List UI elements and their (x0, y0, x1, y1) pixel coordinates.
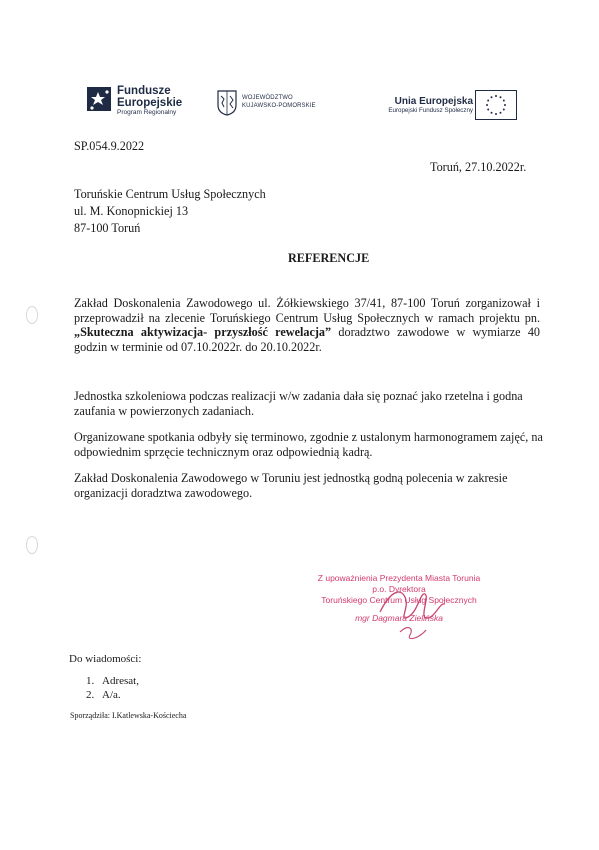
logo-eu-subtitle: Europejski Fundusz Społeczny (388, 107, 473, 114)
logo-fe-subtitle: Program Regionalny (117, 109, 177, 116)
list-item (86, 688, 139, 702)
paragraph-4: Zakład Doskonalenia Zawodowego w Toruniu jest jednostką godną polecenia w zakresie organizacji doradztwa zawodowego. (74, 471, 508, 500)
document-title: REFERENCJE (288, 251, 370, 265)
paragraph-1-text-a: Zakład Doskonalenia Zawodowego ul. Żółkiewskiego 37/41, 87-100 Toruń zorganizował i przeprowadził na zlecenie Toruńskiego Centrum Usług Społecznych w ramach projektu pn. (74, 296, 540, 325)
punch-hole-top (26, 306, 38, 324)
logo-woj-line1: WOJEWÓDZTWO (242, 95, 293, 101)
cc-item-1-text: Adresat, (102, 675, 139, 687)
handwritten-signature (370, 572, 460, 647)
logo-fe (117, 85, 182, 116)
paragraph-1 (74, 296, 540, 354)
stamp-line4: mgr Dagmara Zielińska (355, 613, 443, 623)
logo-eu (360, 96, 473, 114)
recipient-line3: 87-100 Toruń (74, 221, 141, 235)
coat-of-arms-icon (217, 90, 237, 116)
reference-number: SP.054.9.2022 (74, 139, 145, 153)
place-date: Toruń, 27.10.2022r. (430, 160, 527, 174)
cc-item-2-text: A/a. (102, 689, 121, 701)
punch-hole-bottom (26, 536, 38, 554)
paragraph-3: Organizowane spotkania odbyły się terminowo, zgodnie z ustalonym harmonogramem zajęć, na odpowiednim sprzęcie technicznym oraz odpowiednią kadrą. (74, 430, 543, 459)
stamp-line3: Toruńskiego Centrum Usług Społecznych (321, 595, 477, 605)
logo-fe-title-2: Europejskie (117, 97, 183, 109)
recipient-line1: Toruńskie Centrum Usług Społecznych (74, 187, 266, 201)
eu-flag-icon (475, 90, 517, 120)
paragraph-1-text-b: doradztwo zawodowe w wymiarze 40 godzin w terminie od 07.10.2022r. do 20.10.2022r. (74, 325, 541, 354)
logo-woj (242, 94, 316, 110)
cc-item-1-num: 1. (86, 675, 95, 687)
cc-label: Do wiadomości: (69, 653, 142, 665)
stamp-line1: Z upoważnienia Prezydenta Miasta Torunia (317, 573, 481, 583)
project-name: „Skuteczna aktywizacja- przyszłość rewelacja” (74, 325, 332, 340)
list-item (86, 674, 139, 688)
prepared-by: Sporządziła: I.Katlewska-Kościecha (70, 711, 187, 720)
logo-fe-title-1: Fundusze (117, 85, 171, 97)
recipient-line2: ul. M. Konopnickiej 13 (74, 204, 189, 218)
cc-item-2-num: 2. (86, 689, 95, 701)
logo-woj-line2: KUJAWSKO-POMORSKIE (242, 103, 316, 109)
paragraph-2: Jednostka szkoleniowa podczas realizacji w/w zadania dała się poznać jako rzetelna i godna zaufania w powierzonych zadaniach. (74, 389, 523, 418)
logo-eu-title: Unia Europejska (394, 96, 473, 107)
cc-list (86, 674, 139, 702)
fe-star-flag-icon (84, 84, 114, 114)
recipient-address (74, 186, 266, 237)
stamp-line2: p.o. Dyrektora (372, 584, 426, 594)
